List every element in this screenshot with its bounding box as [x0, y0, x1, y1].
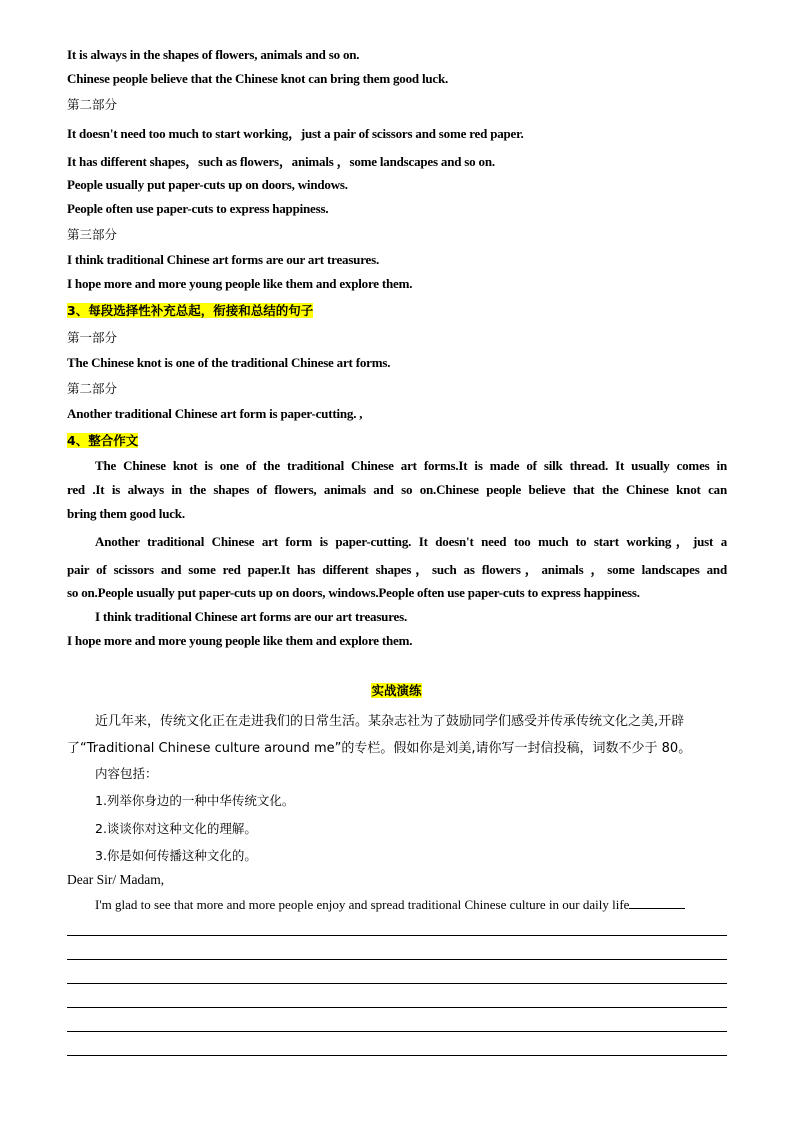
step3-part1-text: The Chinese knot is one of the traditional Chinese art forms. — [67, 355, 391, 370]
part3-heading: 第三部分 — [67, 227, 118, 242]
salutation: Dear Sir/ Madam, — [67, 872, 165, 887]
content-item-2: 2.谈谈你对这种文化的理解。 — [95, 821, 257, 836]
part2-line-4: People often use paper-cuts to express happiness. — [67, 201, 329, 216]
writing-line[interactable] — [67, 1031, 727, 1032]
essay-p3-line-2: I hope more and more young people like them and explore them. — [67, 633, 413, 648]
practice-prompt-line-1: 近几年来，传统文化正在走进我们的日常生活。某杂志社为了鼓励同学们感受并传承传统文化之美,开辟 — [95, 714, 685, 729]
essay-p2-line-2: pair of scissors and some red paper.It has different shapes，such as flowers，animals ，some landscapes and — [67, 562, 727, 577]
writing-line[interactable] — [67, 959, 727, 960]
part1-line-2: Chinese people believe that the Chinese knot can bring them good luck. — [67, 71, 449, 86]
part3-line-1: I think traditional Chinese art forms are our art treasures. — [67, 252, 380, 267]
essay-p1-line-2: red .It is always in the shapes of flowers, animals and so on.Chinese people believe that the Chinese knot can — [67, 482, 727, 497]
opening-text: I'm glad to see that more and more people enjoy and spread traditional Chinese culture in our daily life — [95, 897, 630, 912]
part3-line-2: I hope more and more young people like them and explore them. — [67, 276, 413, 291]
answer-blank[interactable] — [629, 896, 685, 909]
essay-p3-line-1: I think traditional Chinese art forms are our art treasures. — [95, 609, 408, 624]
part1-line-1: It is always in the shapes of flowers, animals and so on. — [67, 47, 360, 62]
highlighted-title: 实战演练 — [371, 683, 422, 698]
writing-line[interactable] — [67, 983, 727, 984]
part2-line-2: It has different shapes，such as flowers，animals ，some landscapes and so on. — [67, 154, 495, 169]
practice-title — [0, 681, 793, 699]
highlighted-heading: 4、整合作文 — [67, 433, 139, 448]
step3-heading — [67, 301, 727, 319]
opening-sentence — [95, 896, 727, 913]
content-label: 内容包括： — [95, 766, 158, 781]
essay-p1-line-3: bring them good luck. — [67, 506, 185, 521]
part2-heading: 第二部分 — [67, 97, 118, 112]
content-item-1: 1.列举你身边的一种中华传统文化。 — [95, 793, 295, 808]
essay-p2-line-3: so on.People usually put paper-cuts up on doors, windows.People often use paper-cuts to express happiness. — [67, 585, 640, 600]
practice-prompt-line-2: 了“Traditional Chinese culture around me”的专栏。假如你是刘美,请你写一封信投稿，词数不少于 80。 — [67, 741, 692, 756]
essay-p1-line-1: The Chinese knot is one of the traditional Chinese art forms.It is made of silk thread. It usually comes in — [95, 458, 727, 473]
step4-heading — [67, 431, 727, 449]
highlighted-heading: 3、每段选择性补充总起，衔接和总结的句子 — [67, 303, 314, 318]
writing-line[interactable] — [67, 1007, 727, 1008]
content-item-3: 3.你是如何传播这种文化的。 — [95, 848, 257, 863]
writing-line[interactable] — [67, 1055, 727, 1056]
essay-p2-line-1: Another traditional Chinese art form is paper-cutting. It doesn't need too much to start working，just a — [95, 534, 727, 549]
step3-part2-heading: 第二部分 — [67, 381, 118, 396]
step3-part1-heading: 第一部分 — [67, 330, 118, 345]
step3-part2-text: Another traditional Chinese art form is paper-cutting. , — [67, 406, 363, 421]
part2-line-1: It doesn't need too much to start working，just a pair of scissors and some red paper. — [67, 126, 524, 141]
writing-line[interactable] — [67, 935, 727, 936]
part2-line-3: People usually put paper-cuts up on doors, windows. — [67, 177, 348, 192]
